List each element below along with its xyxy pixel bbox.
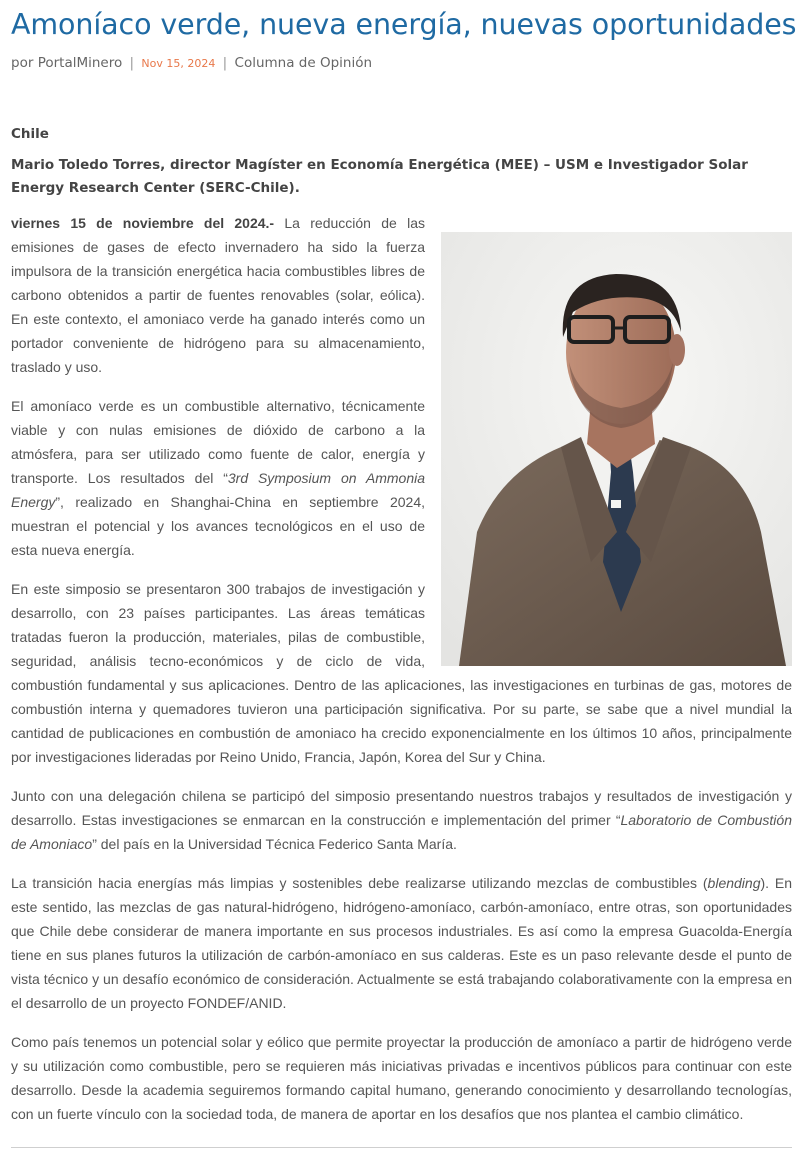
symposium-name: 3rd Symposium on Ammonia Energy	[11, 470, 425, 510]
paragraph-text: La reducción de las emisiones de gases de efecto invernadero ha sido la fuerza impulsora de la transición energética hacia combustibles libres de carbono obtenidos a partir de fuentes renovables (solar, eólica). En este contexto, el amoniaco verde ha ganado interés como un portador conveniente de hidrógeno para su almacenamiento, traslado y uso.	[11, 215, 425, 375]
paragraph: En este simposio se presentaron 300 trabajos de investigación y desarrollo, con 23 países participantes. Las áreas temáticas tratadas fueron la producción, materiales, pilas de combustible, seguridad, análisis tecno-económicos y de ciclo de vida, combustión fundamental y sus aplicaciones. Dentro de las aplicaciones, las investigaciones en turbinas de gas, motores de combustión interna y quemadores tuvieron una participación significativa. Por su parte, se sabe que a nivel mundial la cantidad de publicaciones en combustión de amoniaco ha crecido exponencialmente en los últimos 10 años, principalmente por investigaciones lideradas por Reino Unido, Francia, Japón, Korea del Sur y China.	[11, 581, 792, 765]
article-title: Amoníaco verde, nueva energía, nuevas oportunidades	[11, 8, 797, 41]
article-body	[11, 211, 792, 1141]
paragraph	[11, 784, 792, 856]
portrait-illustration	[441, 232, 792, 666]
article-meta	[11, 55, 372, 71]
meta-separator: |	[129, 55, 135, 71]
author-byline: Mario Toledo Torres, director Magíster en Economía Energética (MEE) – USM e Investigador Solar Energy Research Center (SERC-Chile).	[11, 157, 748, 196]
paragraph-text: ). En este sentido, las mezclas de gas natural-hidrógeno, hidrógeno-amoníaco, carbón-amoníaco, entre otras, son oportunidades que Chile debe considerar de manera importante en sus procesos industriales. Es así como la empresa Guacolda-Energía tiene en sus planes futuros la utilización de carbón-amoníaco en sus calderas. Este es un paso relevante desde el punto de vista técnico y un desafío económico de consideración. Actualmente se está trabajando colaborativamente con la empresa en el desarrollo de un proyecto FONDEF/ANID.	[11, 875, 793, 1011]
paragraph	[11, 871, 792, 1015]
bottom-divider	[11, 1147, 792, 1148]
paragraph-text: ” del país en la Universidad Técnica Federico Santa María.	[92, 836, 457, 852]
category-link[interactable]: Columna de Opinión	[234, 55, 373, 71]
author-link[interactable]: PortalMinero	[37, 55, 123, 71]
lab-name: Laboratorio de Combustión de Amoniaco	[11, 812, 792, 852]
blending-term: blending	[707, 875, 761, 891]
paragraph-text: Junto con una delegación chilena se participó del simposio presentando nuestros trabajos y resultados de investigación y desarrollo. Estas investigaciones se enmarcan en la construcción e implementación del primer “	[11, 788, 792, 828]
paragraph-text: La transición hacia energías más limpias y sostenibles debe realizarse utilizando mezclas de combustibles (	[11, 875, 708, 891]
meta-prefix: por	[11, 55, 34, 71]
paragraph-text: El amoníaco verde es un combustible alternativo, técnicamente viable y con nulas emisiones de dióxido de carbono a la atmósfera, para ser utilizado como fuente de calor, energía y transporte. Los resultados del “	[11, 398, 425, 486]
paragraph-text: ”, realizado en Shanghai-China en septiembre 2024, muestran el potencial y los avances tecnológicos en el uso de esta nueva energía.	[11, 494, 425, 558]
paragraph: Como país tenemos un potencial solar y eólico que permite proyectar la producción de amoníaco a partir de hidrógeno verde y su utilización como combustible, pero se requieren más iniciativas privadas e incentivos públicos para continuar con este desarrollo. Desde la academia seguiremos formando capital humano, generando conocimiento y desarrollando tecnologías, con un fuerte vínculo con la sociedad toda, de manera de aportar en los desafíos que nos plantea el cambio climático.	[11, 1034, 792, 1122]
publish-date: Nov 15, 2024	[141, 57, 216, 70]
country-label: Chile	[11, 126, 49, 142]
dateline: viernes 15 de noviembre del 2024.-	[11, 215, 275, 231]
author-portrait-photo	[441, 232, 792, 666]
meta-separator: |	[222, 55, 228, 71]
